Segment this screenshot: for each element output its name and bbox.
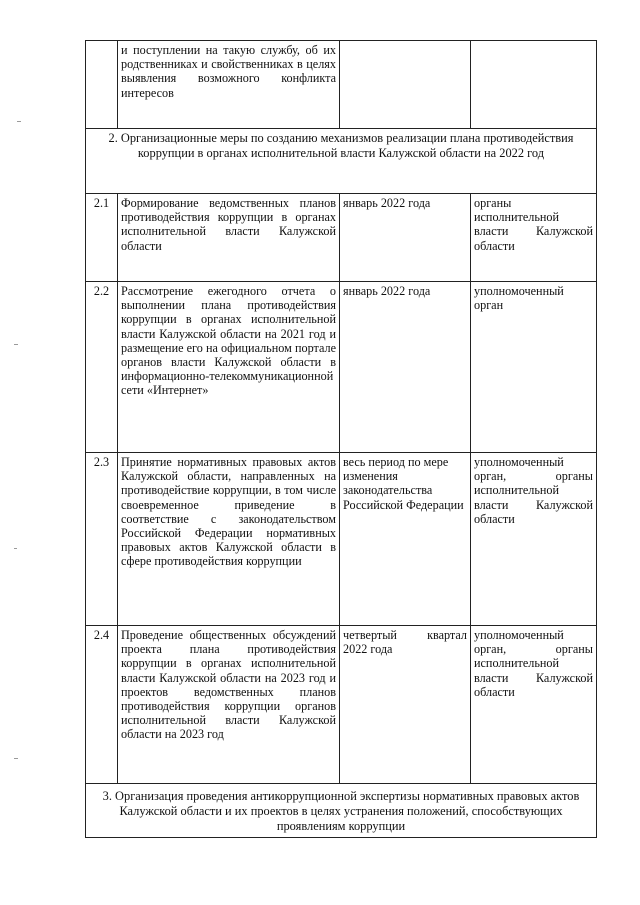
term-cell: январь 2022 года (340, 194, 471, 282)
section-3-heading: 3. Организация проведения антикоррупционной экспертизы нормативных правовых актов Калужской области и их проектов в целях устранения положений, способствующих проявлениям коррупции (86, 784, 597, 838)
table-row (86, 41, 597, 129)
executor-cell: уполномоченный орган, органы исполнительной власти Калужской области (471, 453, 597, 626)
term-cell: весь период по мере изменения законодательства Российской Федерации (340, 453, 471, 626)
executor-cell: уполномоченный орган, органы исполнительной власти Калужской области (471, 626, 597, 784)
row-number: 2.3 (86, 453, 118, 626)
measure-cell: Рассмотрение ежегодного отчета о выполнении плана противодействия коррупции в органах исполнительной власти Калужской области на 2021 год и размещение его на официальном портале органов власти Калужской области в информационно-телекоммуникационной сети «Интернет» (118, 282, 340, 453)
row-number (86, 41, 118, 129)
section-heading-row (86, 129, 597, 194)
section-heading-row (86, 784, 597, 838)
measure-cell: и поступлении на такую службу, об их родственниках и свойственниках в целях выявления возможного конфликта интересов (118, 41, 340, 129)
term-cell: четвертый квартал 2022 года (340, 626, 471, 784)
table-row (86, 453, 597, 626)
term-cell (340, 41, 471, 129)
row-number: 2.1 (86, 194, 118, 282)
measure-cell: Принятие нормативных правовых актов Калужской области, направленных на противодействие коррупции, в том числе своевременное приведение в соответствие с законодательством Российской Федерации нормативных правовых актов Калужской области в сфере противодействия коррупции (118, 453, 340, 626)
scan-speck (14, 344, 18, 345)
scan-speck (17, 121, 21, 122)
term-cell: январь 2022 года (340, 282, 471, 453)
row-number: 2.4 (86, 626, 118, 784)
executor-cell: уполномоченный орган (471, 282, 597, 453)
section-2-heading: 2. Организационные меры по созданию механизмов реализации плана противодействия коррупции в органах исполнительной власти Калужской области на 2022 год (86, 129, 597, 194)
anticorruption-plan-table (85, 40, 597, 838)
table-row (86, 282, 597, 453)
table-row (86, 626, 597, 784)
table-row (86, 194, 597, 282)
executor-cell (471, 41, 597, 129)
measure-cell: Проведение общественных обсуждений проекта плана противодействия коррупции в органах исполнительной власти Калужской области на 2023 год и проектов ведомственных планов противодействия коррупции органов исполнительной власти Калужской области на 2023 год (118, 626, 340, 784)
scan-speck (14, 758, 18, 759)
measure-cell: Формирование ведомственных планов противодействия коррупции в органах исполнительной власти Калужской области (118, 194, 340, 282)
executor-cell: органы исполнительной власти Калужской области (471, 194, 597, 282)
scan-speck (14, 548, 17, 549)
row-number: 2.2 (86, 282, 118, 453)
